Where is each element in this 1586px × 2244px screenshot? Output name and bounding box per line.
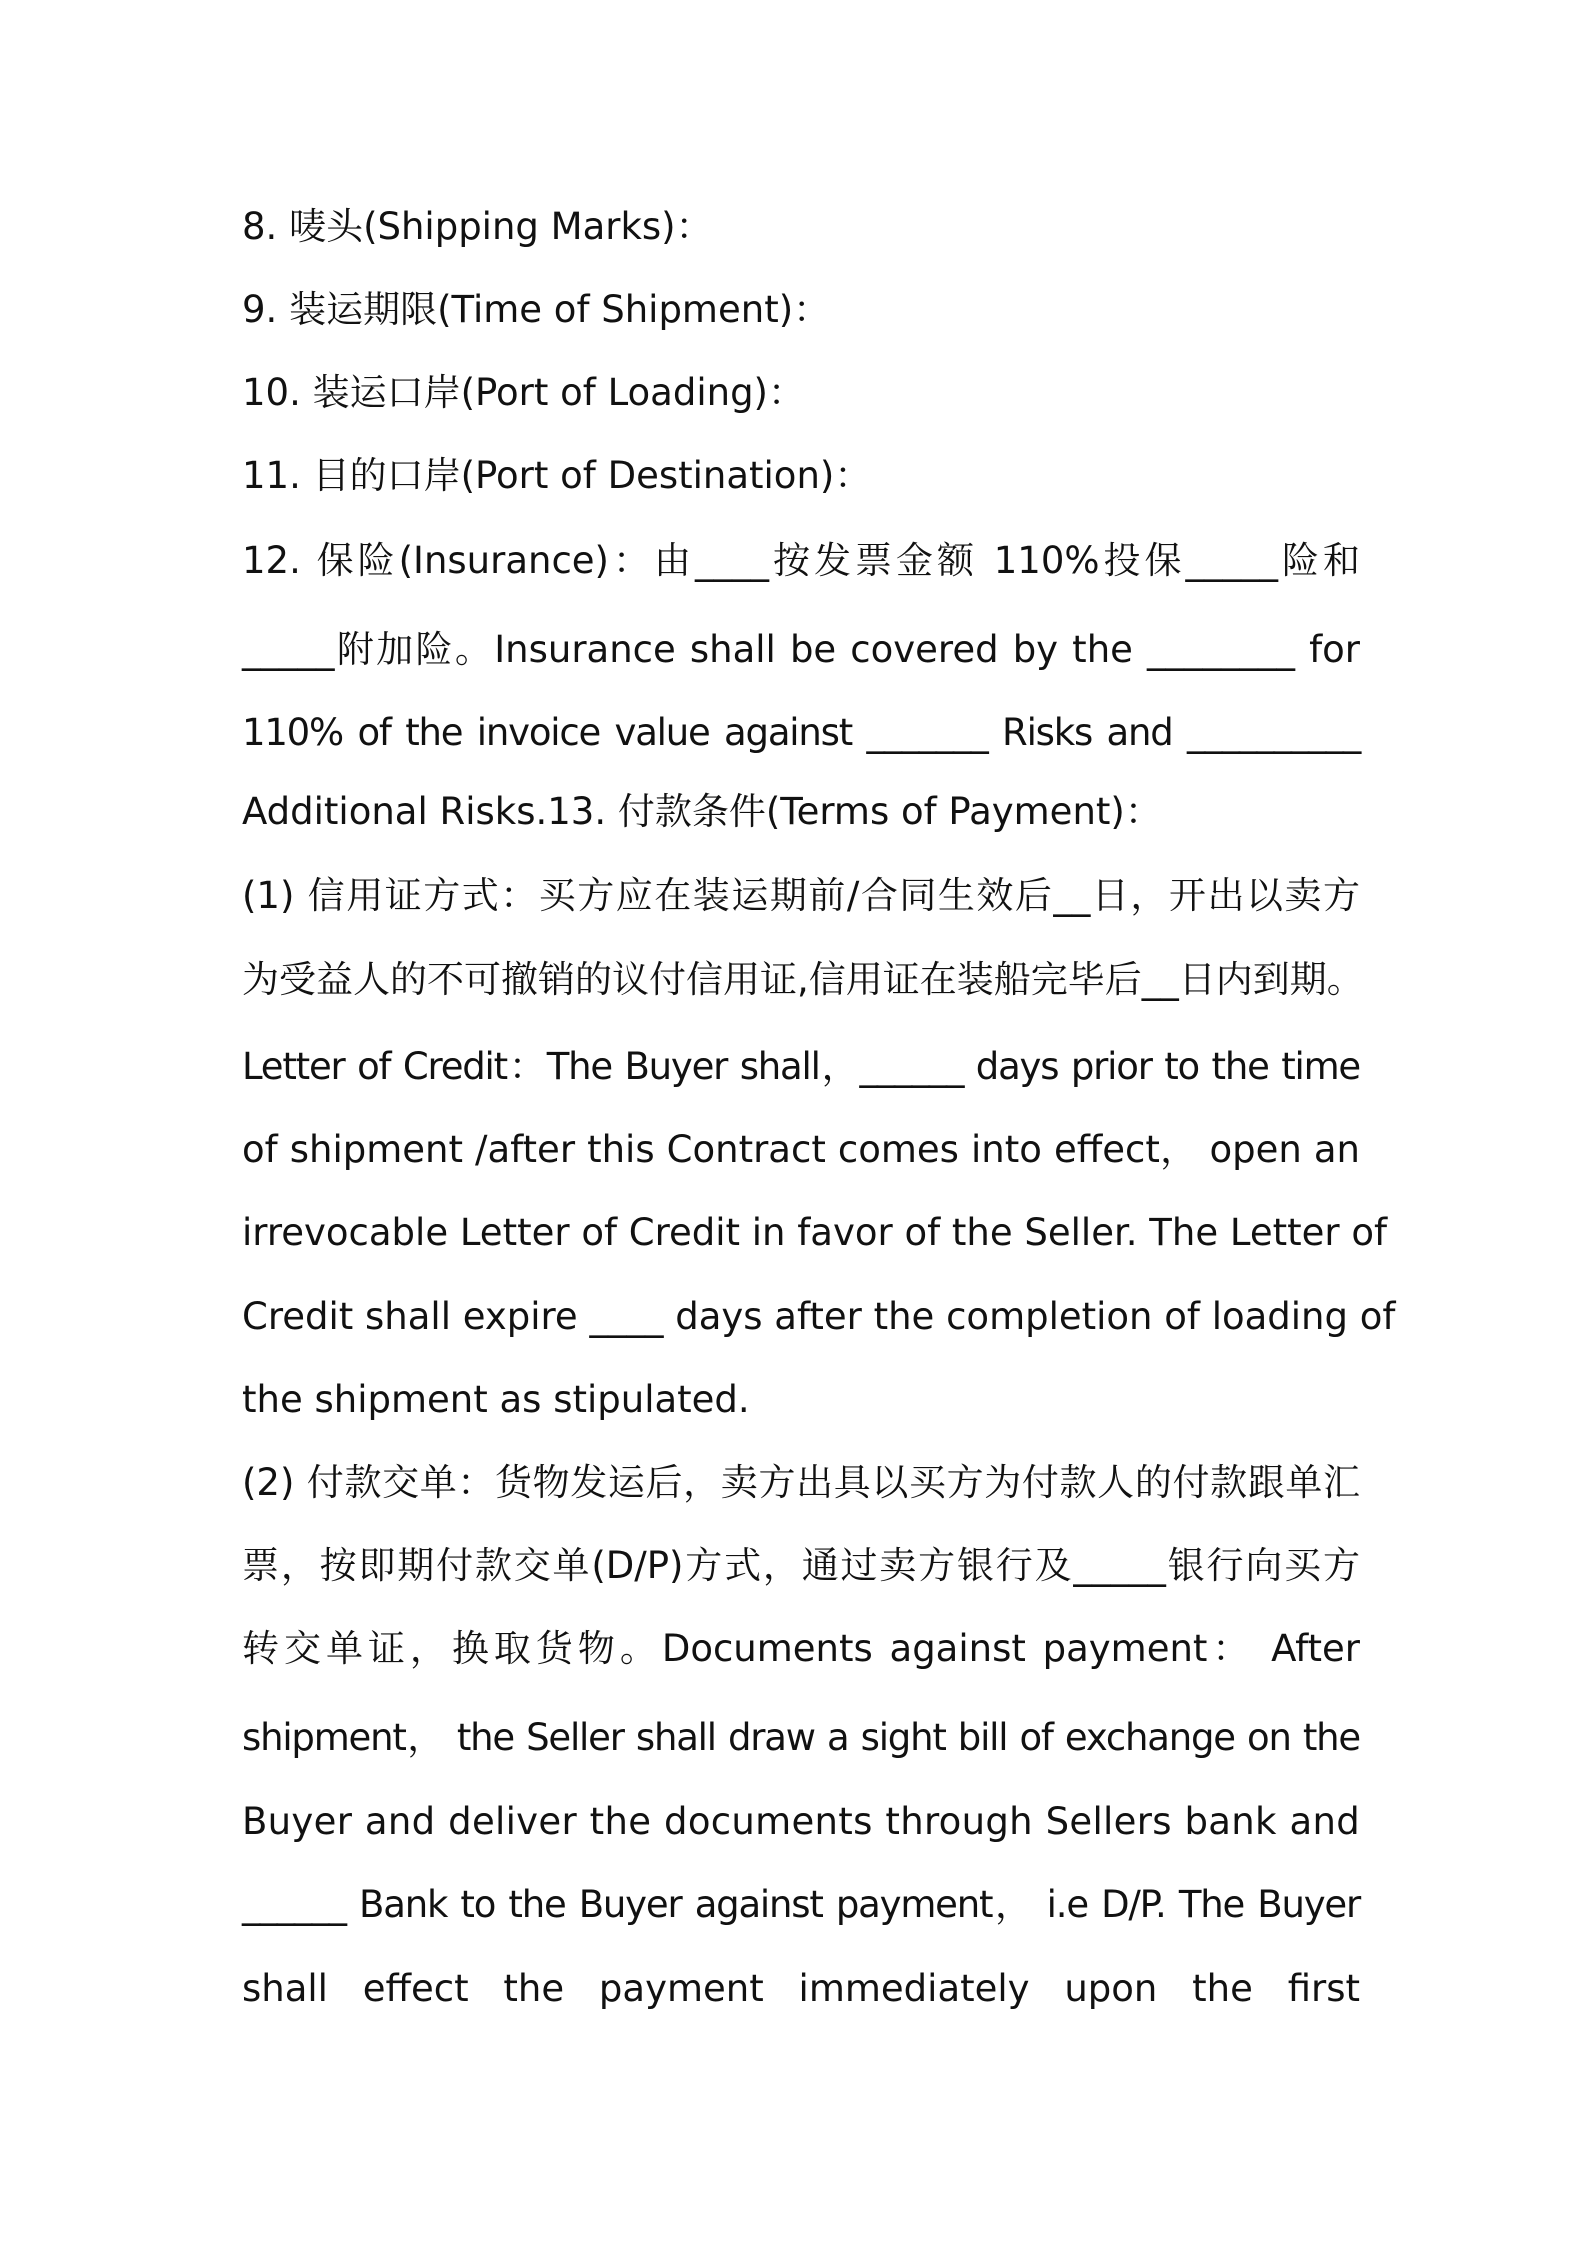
clause-12-insurance-line-3: 110% of the invoice value against _______ Risks and __________	[242, 711, 1360, 754]
payment-lc-english-line-5: the shipment as stipulated.	[242, 1378, 750, 1421]
payment-dp-mixed-line: 转交单证，换取货物。Documents against payment： After	[242, 1627, 1360, 1670]
clause-9-time-of-shipment: 9. 装运期限(Time of Shipment)：	[242, 288, 831, 331]
clause-11-port-of-destination: 11. 目的口岸(Port of Destination)：	[242, 454, 872, 497]
clause-8-shipping-marks: 8. 唛头(Shipping Marks)：	[242, 205, 713, 248]
payment-lc-english-line-3: irrevocable Letter of Credit in favor of the Seller. The Letter of	[242, 1211, 1388, 1254]
clause-12-insurance-line-2: _____附加险。Insurance shall be covered by the ________ for	[242, 628, 1360, 671]
payment-lc-english-line-1: Letter of Credit：The Buyer shall，______ days prior to the time	[242, 1045, 1360, 1088]
clause-13-terms-of-payment: Additional Risks.13. 付款条件(Terms of Payment)：	[242, 790, 1162, 833]
payment-lc-chinese-line-1: (1) 信用证方式：买方应在装运期前/合同生效后__日，开出以卖方	[242, 874, 1360, 917]
payment-dp-english-line-4: shall effect the payment immediately upon the first	[242, 1967, 1360, 2010]
payment-dp-english-line-2: Buyer and deliver the documents through Sellers bank and	[242, 1800, 1360, 1843]
payment-lc-english-line-4: Credit shall expire ____ days after the completion of loading of	[242, 1295, 1396, 1338]
payment-dp-chinese-line-2: 票，按即期付款交单(D/P)方式，通过卖方银行及_____银行向买方	[242, 1544, 1360, 1587]
payment-dp-english-line-3: ______ Bank to the Buyer against payment， i.e D/P. The Buyer	[242, 1883, 1360, 1926]
clause-12-insurance-line-1: 12. 保险(Insurance)：由____按发票金额 110%投保_____险和	[242, 539, 1360, 582]
payment-dp-chinese-line-1: (2) 付款交单：货物发运后，卖方出具以买方为付款人的付款跟单汇	[242, 1461, 1360, 1504]
payment-dp-english-line-1: shipment， the Seller shall draw a sight bill of exchange on the	[242, 1716, 1360, 1759]
payment-lc-english-line-2: of shipment /after this Contract comes into effect， open an	[242, 1128, 1360, 1171]
payment-lc-chinese-line-2: 为受益人的不可撤销的议付信用证,信用证在装船完毕后__日内到期。	[242, 958, 1364, 1001]
clause-10-port-of-loading: 10. 装运口岸(Port of Loading)：	[242, 371, 805, 414]
